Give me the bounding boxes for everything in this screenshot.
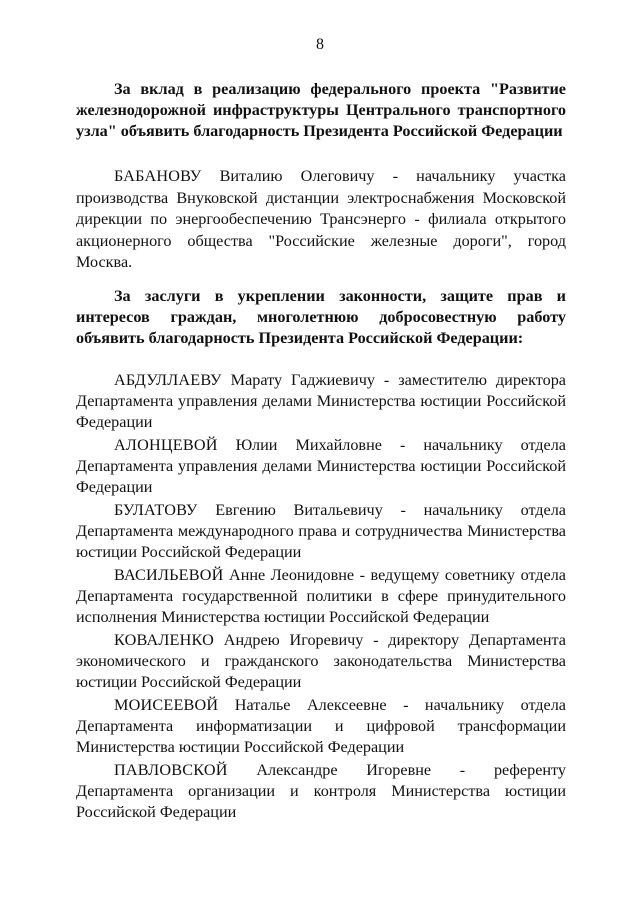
recipient-surname: ВАСИЛЬЕВОЙ [114,566,224,584]
award-entry [76,760,566,823]
recipient-details: Евгению Витальевичу - начальнику отдела Департамента международного права и сотрудничества Министерства юстиции Российской Федерации [76,501,566,561]
recipient-details: Андрею Игоревичу - директору Департамента экономического и гражданского законодательства Министерства юстиции Российской Федерации [76,631,566,691]
recipient-surname: КОВАЛЕНКО [114,631,214,649]
award-entry [76,500,566,563]
recipient-details: Александре Игоревне - референту Департамента организации и контроля Министерства юстиции Российской Федерации [76,761,566,821]
recipient-surname: ПАВЛОВСКОЙ [114,761,228,779]
recipient-details: Анне Леонидовне - ведущему советнику отдела Департамента государственной политики в сфере принудительного исполнения Министерства юстиции Российской Федерации [76,566,566,626]
page-number: 8 [316,36,324,53]
award-entry [76,435,566,498]
recipient-surname: МОИСЕЕВОЙ [114,696,219,714]
recipient-surname: БАБАНОВУ [114,167,202,185]
award-entry [76,166,566,274]
recipient-details: Юлии Михайловне - начальнику отдела Департамента управления делами Министерства юстиции Российской Федерации [76,436,566,496]
award-entry [76,695,566,758]
recipient-surname: АБДУЛЛАЕВУ [114,371,222,389]
recipient-details: Виталию Олеговичу - начальнику участка производства Внуковской дистанции электроснабжения Московской дирекции по энергообеспечению Трансэнерго - филиала открытого акционерного общества "Российские железные дороги", город Москва. [76,167,566,271]
recipient-details: Наталье Алексеевне - начальнику отдела Департамента информатизации и цифровой трансформации Министерства юстиции Российской Федерации [76,696,566,756]
recipient-surname: БУЛАТОВУ [114,501,198,519]
recipient-surname: АЛОНЦЕВОЙ [114,436,218,454]
award-entry [76,630,566,693]
award-list [76,370,566,825]
award-entry [76,565,566,628]
recipient-details: Марату Гаджиевичу - заместителю директора Департамента управления делами Министерства юстиции Российской Федерации [76,371,566,431]
award-entry [76,370,566,433]
section2-heading: За заслуги в укреплении законности, защите прав и интересов граждан, многолетнюю добросовестную работу объявить благодарность Президента Российской Федерации: [76,287,566,347]
section1-heading: За вклад в реализацию федерального проекта "Развитие железнодорожной инфраструктуры Центрального транспортного узла" объявить благодарность Президента Российской Федерации [76,80,566,140]
